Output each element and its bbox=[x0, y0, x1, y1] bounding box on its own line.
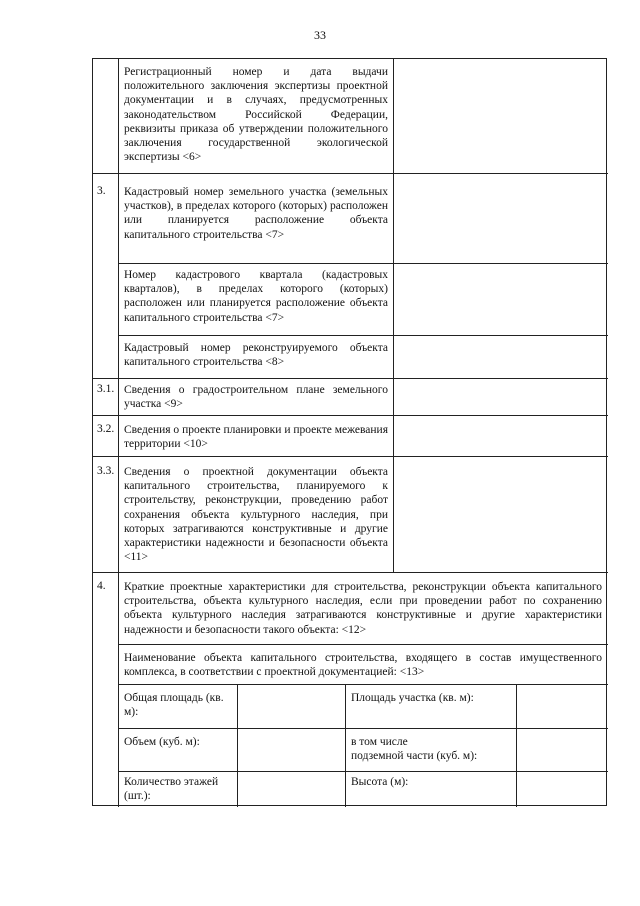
form-table bbox=[92, 58, 607, 806]
row-divider bbox=[93, 173, 608, 174]
volume-label: Объем (куб. м): bbox=[124, 736, 200, 748]
urban-plan-text: Сведения о градостроительном плане земельного участка <9> bbox=[124, 384, 388, 411]
height-label: Высота (м): bbox=[351, 776, 409, 788]
row-divider bbox=[93, 378, 608, 379]
plot-area-label: Площадь участка (кв. м): bbox=[351, 692, 474, 704]
project-characteristics-text: Краткие проектные характеристики для строительства, реконструкции объекта капитального строительства, объекта культурного наследия, если при проведении работ по сохранению объекта культурного наследия затрагиваются конструктивные и другие характеристики надежности и безопасности такого объекта: <12> bbox=[124, 581, 602, 636]
column-divider bbox=[118, 59, 119, 807]
underground-volume-label-1: в том числе bbox=[351, 736, 408, 748]
column-divider bbox=[345, 684, 346, 807]
row-divider bbox=[93, 572, 608, 573]
column-divider bbox=[237, 684, 238, 807]
row-number: 3.1. bbox=[97, 383, 115, 395]
row-divider bbox=[118, 728, 608, 729]
row-divider bbox=[118, 771, 608, 772]
underground-volume-label-2: подземной части (куб. м): bbox=[351, 750, 478, 762]
cadastral-quarter-text: Номер кадастрового квартала (кадастровых кварталов), в пределах которого (которых) расположен или планируется расположение объекта капитального строительства <7> bbox=[124, 269, 388, 324]
floors-label: Количество этажей (шт.): bbox=[124, 776, 219, 803]
column-divider bbox=[393, 59, 394, 572]
row-number: 3.2. bbox=[97, 423, 115, 435]
page-number: 33 bbox=[314, 28, 326, 42]
column-divider bbox=[516, 684, 517, 807]
row-number: 3. bbox=[97, 185, 106, 197]
row-number: 4. bbox=[97, 580, 106, 592]
conclusion-text: Регистрационный номер и дата выдачи положительного заключения экспертизы проектной документации и в случаях, предусмотренных законодательством Российской Федерации, реквизиты приказа об утверждении положительного заключения государственной экологической экспертизы <6> bbox=[124, 66, 388, 164]
row-divider bbox=[118, 263, 608, 264]
row-number: 3.3. bbox=[97, 465, 115, 477]
row-divider bbox=[93, 415, 608, 416]
row-divider bbox=[118, 644, 608, 645]
project-documentation-text: Сведения о проектной документации объекта капитального строительства, планируемого к строительству, реконструкции, проведению работ сохранения объекта культурного наследия, при которых затрагиваются конструктивные и другие характеристики надежности и безопасности объекта <11> bbox=[124, 466, 388, 564]
cadastral-number-text: Кадастровый номер земельного участка (земельных участков), в пределах которого (которых) расположен или планируется расположение объекта капитального строительства <7> bbox=[124, 186, 388, 241]
planning-project-text: Сведения о проекте планировки и проекте межевания территории <10> bbox=[124, 424, 388, 451]
row-divider bbox=[118, 335, 608, 336]
object-name-text: Наименование объекта капитального строительства, входящего в состав имущественного комплекса, в соответствии с проектной документацией: <13> bbox=[124, 652, 602, 679]
reconstructed-object-text: Кадастровый номер реконструируемого объекта капитального строительства <8> bbox=[124, 342, 388, 369]
total-area-label: Общая площадь (кв. м): bbox=[124, 692, 224, 719]
row-divider bbox=[118, 684, 608, 685]
row-divider bbox=[93, 456, 608, 457]
